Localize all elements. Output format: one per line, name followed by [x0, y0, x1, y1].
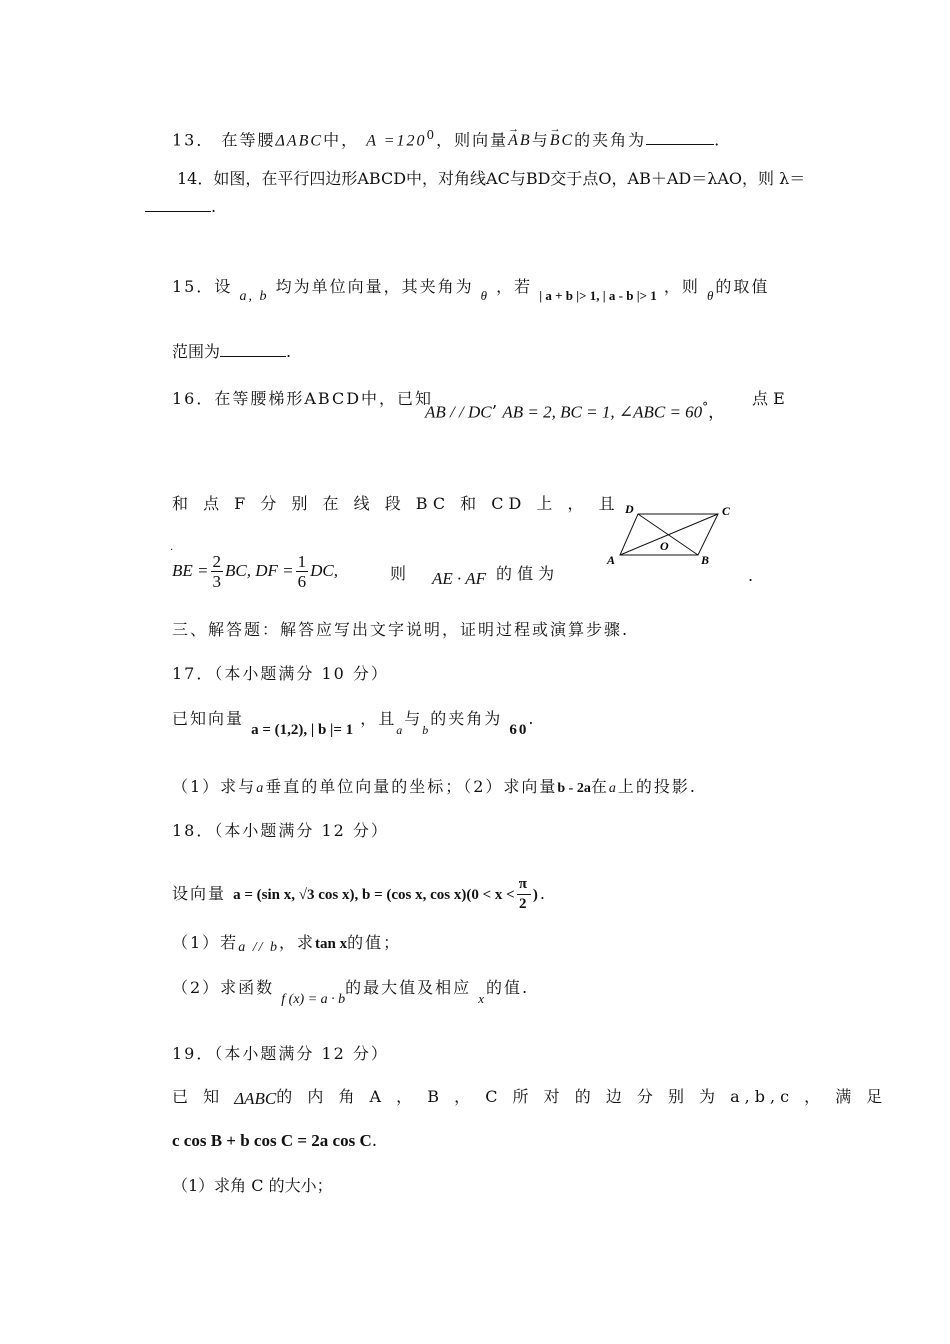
q19-heading: 19．（本小题满分 12 分） [172, 1044, 389, 1063]
q16-fraction-1-6 [296, 552, 309, 591]
q16-bc: BC, DF = [225, 561, 294, 580]
q13-text: ，则向量 [436, 130, 509, 150]
q16-value-text: 的 值 为 [496, 564, 555, 583]
q14-text: 14．如图，在平行四边形ABCD中，对角线AC与BD交于点O，AB＋AD＝λAO，则 λ＝ [177, 169, 806, 188]
q14-answer-blank [145, 197, 211, 212]
question-14 [177, 168, 805, 190]
q13-text: 的夹角为 [574, 130, 647, 150]
q13-angle: A =120 [366, 132, 427, 150]
q17-text: ，且 [360, 709, 397, 728]
q14-answer-line [145, 196, 216, 218]
q18-part-2 [172, 977, 530, 1007]
q17-text: 上的投影. [617, 777, 697, 796]
q17-vector-expr: b - 2a [557, 781, 591, 796]
figure-label-d: D [625, 502, 634, 516]
figure-label-c: C [722, 504, 731, 518]
q16-degree: ° [702, 400, 709, 414]
q13-text: 中， [323, 130, 360, 150]
q18-variable-x: x [478, 991, 487, 1006]
q18-function: f (x) = a · b [281, 992, 346, 1007]
q16-line-2 [172, 493, 620, 515]
q16-dot: . [170, 542, 174, 553]
q16-dc: DC, [310, 561, 338, 580]
q15-text: 范围为 [172, 342, 221, 361]
question-15 [172, 276, 770, 304]
q13-period: . [714, 130, 722, 150]
q17-text: 的夹角为 [430, 709, 503, 728]
q13-text: 与 [531, 130, 550, 150]
q18-tan: tan x [314, 936, 348, 952]
q19-period: . [371, 1131, 378, 1151]
q15-theta: θ [480, 288, 490, 303]
q15-answer-blank [220, 342, 286, 357]
q19-text: 的 内 角 A ， B ， C 所 对 的 边 分 别 为 a,b,c ， 满 足 [276, 1087, 888, 1106]
q16-condition [425, 396, 725, 424]
q18-paren: ) [532, 887, 540, 903]
q15-text: 的取值 [715, 277, 770, 296]
q14-period: . [211, 197, 217, 216]
q13-degree: 0 [426, 128, 437, 142]
q16-be: BE = [172, 561, 209, 580]
q17-vector-a: a [608, 781, 618, 796]
q13-vector-bc: → BC [550, 130, 574, 152]
q17-vector-b: b [422, 723, 431, 737]
q18-heading: 18．（本小题满分 12 分） [172, 821, 389, 840]
q16-text: 点 E [752, 389, 785, 408]
q17-text: 与 [404, 709, 423, 728]
q16-point-e [752, 388, 785, 410]
q15-vectors: a, b [239, 289, 269, 304]
q16-fraction-num: 2 [212, 552, 221, 571]
q16-period: . [748, 566, 754, 585]
q18-part-1 [172, 932, 401, 956]
q17-heading: 17．（本小题满分 10 分） [172, 664, 389, 683]
q13-text: 在等腰 [221, 130, 276, 150]
question-13 [172, 124, 721, 152]
q15-line-2 [172, 341, 291, 363]
q18-parallel: a // b [238, 940, 279, 955]
q16-expression: AE · AF [432, 569, 486, 588]
q16-line-3 [172, 552, 338, 591]
q19-part-1: （1）求角 C 的大小； [172, 1176, 333, 1195]
q17-vector-a: a [256, 781, 266, 796]
q17-angle: 60 [509, 722, 529, 738]
q17-period: . [528, 709, 536, 728]
q17-condition: a = (1,2), | b |= 1 [251, 722, 354, 738]
question-16 [172, 388, 433, 410]
q15-period: . [286, 342, 292, 361]
q19-equation [172, 1130, 377, 1152]
q19-condition: c cos B + b cos C = 2a cos C [172, 1131, 372, 1150]
q16-then: 则 [390, 564, 407, 583]
q13-answer-blank [646, 130, 714, 145]
q19-triangle: ΔABC [234, 1089, 277, 1108]
q17-text: 在 [590, 777, 609, 796]
q13-triangle: ΔABC [275, 132, 324, 150]
q16-fraction-den: 3 [212, 572, 221, 591]
q16-lengths: AB = 2, BC = 1, ∠ABC = 60 [502, 402, 703, 422]
q15-text: 均为单位向量，其夹角为 [275, 277, 474, 296]
q15-text: ，若 [496, 277, 533, 296]
q17-text: 已知向量 [172, 709, 245, 728]
q16-separator: ’ [491, 402, 497, 423]
q15-theta: θ [706, 288, 716, 303]
q17-text: （1）求与 [172, 777, 257, 796]
q19-text: 已 知 [172, 1087, 225, 1106]
figure-label-o: O [660, 539, 669, 553]
q18-text: 的值. [486, 978, 530, 997]
q18-period: . [539, 884, 547, 903]
q18-vectors: a = (sin x, √3 cos x), b = (cos x, cos x)(0 < x < [233, 887, 515, 903]
q17-parts [172, 776, 697, 800]
q16-comma: ， [708, 402, 726, 423]
parallelogram-figure [600, 500, 740, 570]
section-3-heading: 三、解答题：解答应写出文字说明，证明过程或演算步骤. [172, 620, 630, 639]
q16-fraction-den: 6 [297, 572, 307, 591]
q18-fraction-pi-2 [517, 875, 531, 914]
q16-text: 16．在等腰梯形ABCD中，已知 [172, 389, 434, 408]
q16-fraction-num: 1 [297, 552, 307, 571]
q18-text: （1）若 [172, 933, 239, 952]
q18-text: 设向量 [172, 884, 227, 903]
figure-label-a: A [607, 553, 616, 567]
q17-text: 垂直的单位向量的坐标；（2）求向量 [265, 777, 558, 796]
q19-line-1 [172, 1086, 887, 1108]
q18-fraction-num: π [517, 875, 531, 895]
q15-text: ，则 [663, 277, 700, 296]
figure-label-b: B [701, 553, 710, 567]
q16-fraction-2-3 [211, 552, 224, 591]
q18-text: （2）求函数 [172, 978, 275, 997]
q18-text: 的值； [347, 933, 402, 952]
q18-definition [172, 875, 547, 914]
q16-parallel: AB / / DC [425, 402, 492, 422]
q18-text: ，求 [278, 933, 315, 952]
q15-condition: | a + b |> 1, | a - b |> 1 [539, 288, 657, 303]
q16-text: 和 点 F 分 别 在 线 段 BC 和 CD 上 ， 且 [172, 494, 620, 513]
q15-text: 15．设 [172, 277, 233, 296]
q13-number: 13． [172, 130, 215, 150]
q16-dot-product [432, 568, 486, 590]
q18-fraction-den: 2 [519, 896, 529, 912]
q13-vector-ab: → AB [508, 130, 532, 152]
diagonal-ac [620, 514, 718, 555]
q17-vector-a: a [396, 723, 405, 737]
q17-line-1 [172, 708, 536, 738]
q18-text: 的最大值及相应 [345, 978, 472, 997]
